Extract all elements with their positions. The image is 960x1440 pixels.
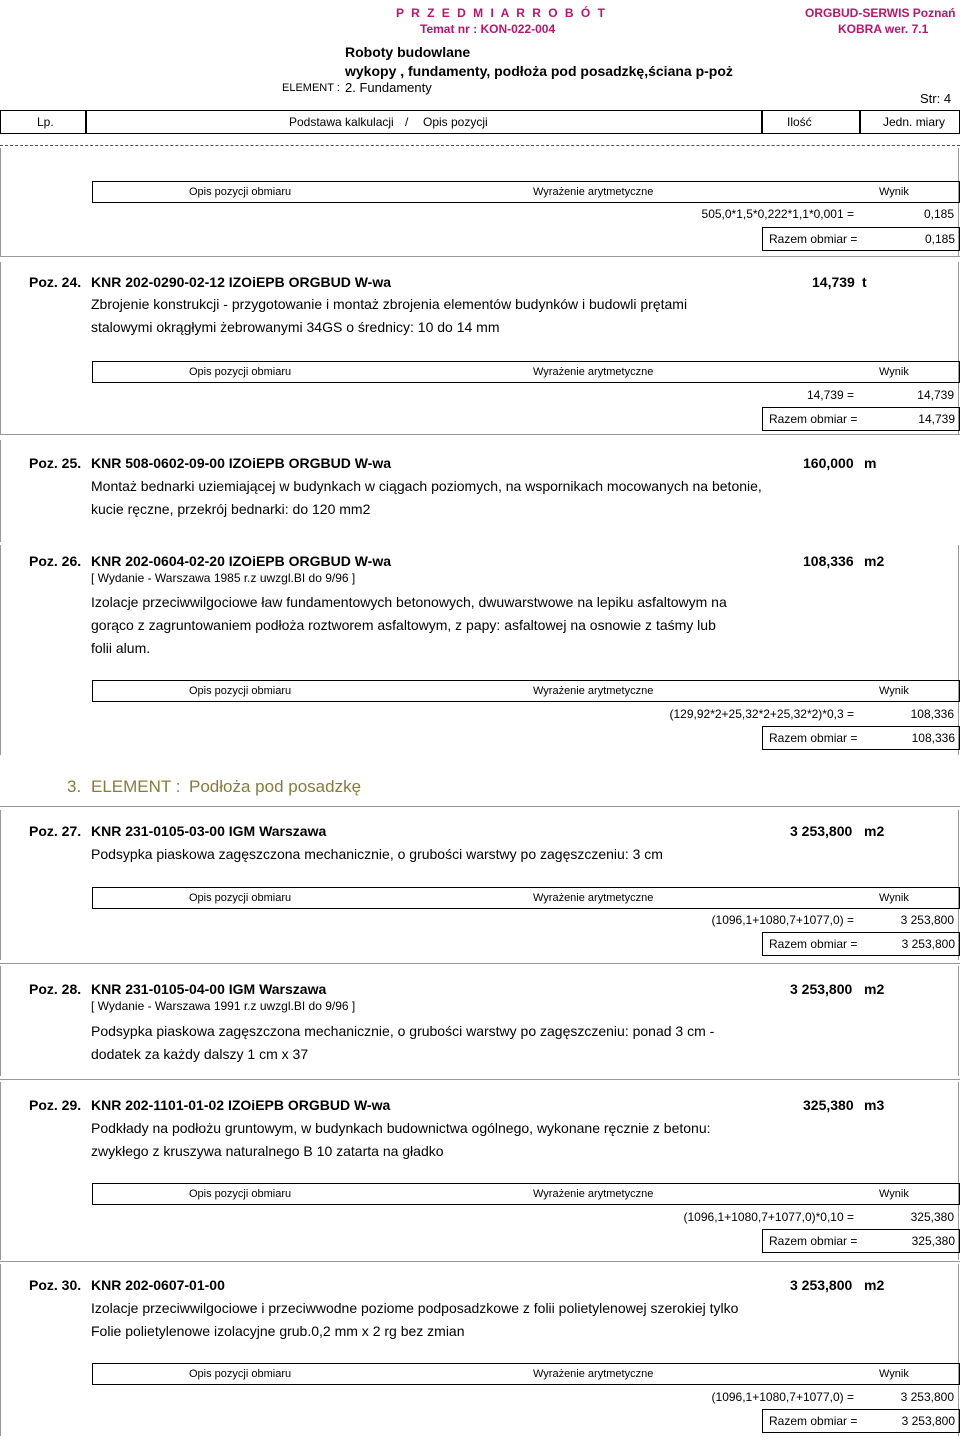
razem-label: Razem obmiar =: [769, 232, 858, 246]
razem-label: Razem obmiar =: [769, 1234, 858, 1248]
measure-result: 3 253,800: [900, 913, 954, 927]
dashed-divider: [0, 145, 960, 146]
measure-expression: (1096,1+1080,7+1077,0) =: [711, 913, 854, 927]
razem-box: [762, 726, 960, 750]
item-number: Poz. 25.: [29, 455, 82, 471]
software-version: KOBRA wer. 7.1: [838, 22, 929, 36]
software-vendor: ORGBUD-SERWIS Poznań: [805, 6, 956, 20]
col-ilosc: Ilość: [787, 115, 812, 129]
item-code: KNR 231-0105-04-00 IGM Warszawa: [91, 981, 327, 997]
razem-box: [762, 227, 960, 251]
section-number: 3.: [67, 777, 82, 796]
frame-left: [0, 1264, 1, 1436]
item-number: Poz. 27.: [29, 823, 82, 839]
measure-table-header: [92, 680, 960, 702]
item-note: [ Wydanie - Warszawa 1991 r.z uwzgl.BI do 9/96 ]: [91, 999, 356, 1013]
item-quantity: 3 253,800: [790, 823, 853, 839]
item-description-line: Montaż bednarki uziemiającej w budynkach w ciągach poziomych, na wspornikach mocowanych na betonie,: [91, 478, 762, 494]
item-description-line: Zbrojenie konstrukcji - przygotowanie i montaż zbrojenia elementów budynków i budowli prętami: [91, 296, 688, 312]
block-separator: [0, 256, 960, 257]
measure-result: 3 253,800: [900, 1390, 954, 1404]
th-opis: Opis pozycji obmiaru: [189, 685, 292, 697]
frame-right: [958, 966, 959, 1076]
section-name: Podłoża pod posadzkę: [189, 777, 362, 796]
item-number: Poz. 30.: [29, 1277, 82, 1293]
th-wynik: Wynik: [879, 1188, 909, 1200]
item-description-line: gorąco z zagruntowaniem podłoża roztworem asfaltowym, z papy: asfaltowej na osnowie z taśmy lub: [91, 617, 716, 633]
col-lp-cell: [0, 110, 86, 134]
document-type-title: P R Z E D M I A R R O B Ó T: [396, 6, 607, 20]
th-wyrazenie: Wyrażenie arytmetyczne: [533, 1368, 654, 1380]
item-description-line: Izolacje przeciwwilgociowe i przeciwwodne poziome podposadzkowe z folii polietylenowej szerokiej tylko: [91, 1300, 739, 1316]
item-unit: m3: [864, 1097, 885, 1113]
item-unit: m2: [864, 553, 885, 569]
measure-table-header: [92, 361, 960, 383]
razem-box: [762, 932, 960, 956]
razem-label: Razem obmiar =: [769, 937, 858, 951]
th-wynik: Wynik: [879, 685, 909, 697]
frame-left: [0, 148, 1, 256]
item-quantity: 325,380: [803, 1097, 854, 1113]
block-separator: [0, 434, 960, 435]
frame-left: [0, 440, 1, 542]
razem-value: 3 253,800: [901, 937, 955, 951]
th-opis: Opis pozycji obmiaru: [189, 1188, 292, 1200]
works-title: Roboty budowlane: [345, 44, 471, 60]
razem-box: [762, 407, 960, 431]
item-number: Poz. 28.: [29, 981, 82, 997]
th-wynik: Wynik: [879, 186, 909, 198]
measure-expression: (1096,1+1080,7+1077,0) =: [711, 1390, 854, 1404]
razem-label: Razem obmiar =: [769, 412, 858, 426]
item-description-line: zwykłego z kruszywa naturalnego B 10 zatarta na gładko: [91, 1143, 444, 1159]
th-opis: Opis pozycji obmiaru: [189, 892, 292, 904]
subject-number: Temat nr : KON-022-004: [420, 22, 556, 36]
measure-result: 14,739: [917, 388, 954, 402]
razem-value: 325,380: [911, 1234, 955, 1248]
razem-box: [762, 1409, 960, 1433]
frame-left: [0, 966, 1, 1076]
item-quantity: 160,000: [803, 455, 854, 471]
col-lp: Lp.: [37, 115, 54, 129]
item-description-line: Podsypka piaskowa zagęszczona mechanicznie, o grubości warstwy po zagęszczeniu: 3 cm: [91, 846, 663, 862]
block-separator: [0, 1079, 960, 1080]
block-separator: [0, 806, 960, 807]
item-description-line: Podkłady na podłożu gruntowym, w budynkach budownictwa ogólnego, wykonane ręcznie z betonu:: [91, 1120, 711, 1136]
th-opis: Opis pozycji obmiaru: [189, 186, 292, 198]
th-wyrazenie: Wyrażenie arytmetyczne: [533, 685, 654, 697]
item-description-line: folii alum.: [91, 640, 151, 656]
item-number: Poz. 24.: [29, 274, 82, 290]
measure-result: 325,380: [910, 1210, 954, 1224]
razem-label: Razem obmiar =: [769, 1414, 858, 1428]
item-quantity: 108,336: [803, 553, 854, 569]
col-podstawa: Podstawa kalkulacji: [289, 115, 394, 129]
element-value: 2. Fundamenty: [345, 80, 432, 95]
item-note: [ Wydanie - Warszawa 1985 r.z uwzgl.BI do 9/96 ]: [91, 571, 356, 585]
works-scope: wykopy , fundamenty, podłoża pod posadzkę,ściana p-poż: [345, 63, 733, 79]
frame-left: [0, 810, 1, 960]
measure-result: 0,185: [923, 207, 954, 221]
th-opis: Opis pozycji obmiaru: [189, 366, 292, 378]
section-label: ELEMENT :: [91, 777, 181, 796]
razem-value: 108,336: [911, 731, 955, 745]
item-quantity: 14,739: [812, 274, 855, 290]
item-unit: m2: [864, 823, 885, 839]
item-code: KNR 202-0604-02-20 IZOiEPB ORGBUD W-wa: [91, 553, 392, 569]
item-number: Poz. 29.: [29, 1097, 82, 1113]
frame-left: [0, 1082, 1, 1260]
razem-value: 0,185: [924, 232, 955, 246]
block-separator: [0, 963, 960, 964]
item-description-line: Izolacje przeciwwilgociowe ław fundamentowych betonowych, dwuwarstwowe na lepiku asfaltowym na: [91, 594, 727, 610]
measure-expression: 14,739 =: [806, 388, 854, 402]
measure-expression: 505,0*1,5*0,222*1,1*0,001 =: [701, 207, 854, 221]
frame-left: [0, 545, 1, 755]
th-wynik: Wynik: [879, 366, 909, 378]
col-opis: Opis pozycji: [423, 115, 488, 129]
measure-table-header: [92, 181, 960, 203]
measure-expression: (129,92*2+25,32*2+25,32*2)*0,3 =: [669, 707, 854, 721]
frame-left: [0, 262, 1, 434]
razem-label: Razem obmiar =: [769, 731, 858, 745]
block-separator: [0, 1261, 960, 1262]
item-quantity: 3 253,800: [790, 1277, 853, 1293]
item-quantity: 3 253,800: [790, 981, 853, 997]
frame-right: [958, 545, 959, 755]
col-ilosc-cell: [762, 110, 860, 134]
th-wyrazenie: Wyrażenie arytmetyczne: [533, 366, 654, 378]
item-description-line: kucie ręczne, przekrój bednarki: do 120 mm2: [91, 501, 371, 517]
measure-table-header: [92, 1363, 960, 1385]
th-wyrazenie: Wyrażenie arytmetyczne: [533, 1188, 654, 1200]
col-description-cell: [86, 110, 762, 134]
measure-table-header: [92, 1183, 960, 1205]
item-code: KNR 231-0105-03-00 IGM Warszawa: [91, 823, 327, 839]
measure-expression: (1096,1+1080,7+1077,0)*0,10 =: [683, 1210, 854, 1224]
item-code: KNR 508-0602-09-00 IZOiEPB ORGBUD W-wa: [91, 455, 392, 471]
razem-box: [762, 1229, 960, 1253]
th-wyrazenie: Wyrażenie arytmetyczne: [533, 892, 654, 904]
item-description-line: dodatek za każdy dalszy 1 cm x 37: [91, 1046, 309, 1062]
item-description-line: stalowymi okrągłymi żebrowanymi 34GS o średnicy: 10 do 14 mm: [91, 319, 500, 335]
item-description-line: Podsypka piaskowa zagęszczona mechanicznie, o grubości warstwy po zagęszczeniu: ponad 3 cm -: [91, 1023, 715, 1039]
item-unit: m2: [864, 981, 885, 997]
item-code: KNR 202-1101-01-02 IZOiEPB ORGBUD W-wa: [91, 1097, 391, 1113]
column-header-row: [0, 110, 960, 134]
th-wynik: Wynik: [879, 1368, 909, 1380]
item-code: KNR 202-0290-02-12 IZOiEPB ORGBUD W-wa: [91, 274, 392, 290]
item-code: KNR 202-0607-01-00: [91, 1277, 225, 1293]
element-label: ELEMENT :: [282, 82, 340, 94]
razem-value: 14,739: [918, 412, 955, 426]
col-jedn-cell: [860, 110, 960, 134]
item-unit: t: [862, 274, 867, 290]
measure-result: 108,336: [910, 707, 954, 721]
razem-value: 3 253,800: [901, 1414, 955, 1428]
col-jedn: Jedn. miary: [883, 115, 946, 129]
measure-table-header: [92, 887, 960, 909]
th-opis: Opis pozycji obmiaru: [189, 1368, 292, 1380]
page-number: Str: 4: [920, 91, 952, 106]
item-description-line: Folie polietylenowe izolacyjne grub.0,2 mm x 2 rg bez zmian: [91, 1323, 465, 1339]
item-number: Poz. 26.: [29, 553, 82, 569]
th-wyrazenie: Wyrażenie arytmetyczne: [533, 186, 654, 198]
item-unit: m2: [864, 1277, 885, 1293]
item-unit: m: [864, 455, 877, 471]
th-wynik: Wynik: [879, 892, 909, 904]
col-slash: /: [405, 115, 409, 129]
